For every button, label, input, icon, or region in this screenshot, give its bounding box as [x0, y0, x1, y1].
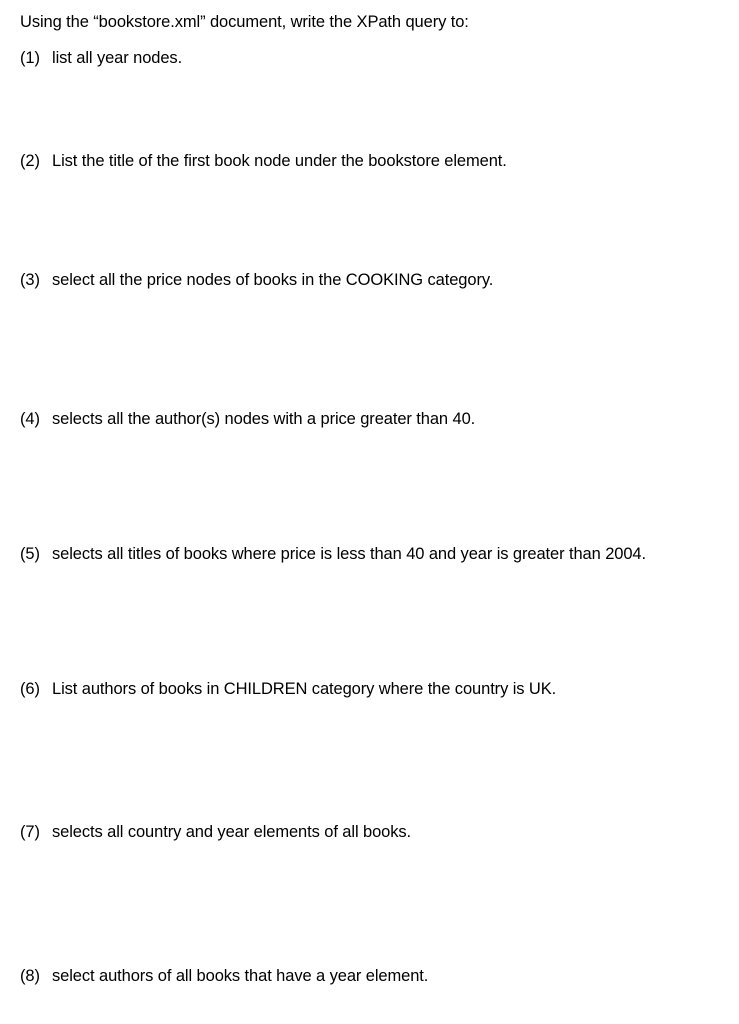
intro-text: Using the “bookstore.xml” document, write the XPath query to: [20, 13, 469, 31]
question-8 [20, 966, 428, 986]
question-text: List authors of books in CHILDREN category where the country is UK. [52, 680, 557, 698]
question-4 [20, 409, 475, 429]
question-1 [20, 48, 182, 68]
question-number: (1) [20, 49, 40, 67]
question-number: (2) [20, 152, 40, 170]
question-text: selects all the author(s) nodes with a price greater than 40. [52, 410, 476, 428]
question-text: List the title of the first book node under the bookstore element. [52, 152, 507, 170]
question-text: select all the price nodes of books in the COOKING category. [52, 271, 494, 289]
question-number: (7) [20, 823, 40, 841]
question-3 [20, 270, 493, 290]
question-text: selects all titles of books where price is less than 40 and year is greater than 2004. [52, 545, 646, 563]
question-6 [20, 679, 556, 699]
question-number: (8) [20, 967, 40, 985]
question-number: (3) [20, 271, 40, 289]
question-2 [20, 151, 507, 171]
question-text: selects all country and year elements of all books. [52, 823, 412, 841]
question-7 [20, 822, 411, 842]
question-number: (6) [20, 680, 40, 698]
question-number: (4) [20, 410, 40, 428]
question-text: select authors of all books that have a year element. [52, 967, 429, 985]
question-number: (5) [20, 545, 40, 563]
question-text: list all year nodes. [52, 49, 183, 67]
question-5 [20, 544, 646, 564]
